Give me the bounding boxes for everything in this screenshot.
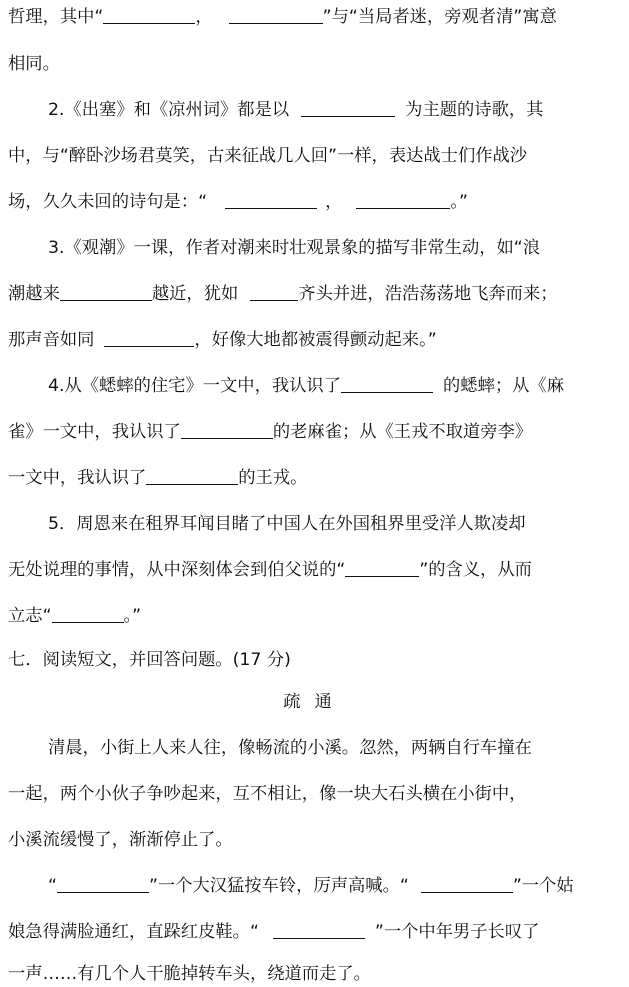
answer-blank[interactable] bbox=[103, 5, 195, 24]
text-line: 潮越来 越近，犹如 齐头并进，浩浩荡荡地飞奔而来； bbox=[8, 284, 558, 304]
answer-blank[interactable] bbox=[146, 466, 238, 485]
question-5: 5．周恩来在租界耳闻目睹了中国人在外国租界里受洋人欺凌却 bbox=[48, 514, 526, 534]
passage-line: 一声……有几个人干脆掉转车头，绕道而走了。 bbox=[8, 964, 371, 984]
passage-line: “ ”一个大汉猛按车铃，厉声高喊。“ ”一个姑 bbox=[48, 876, 574, 896]
passage-line: 小溪流缓慢了，渐渐停止了。 bbox=[8, 830, 233, 850]
answer-blank[interactable] bbox=[345, 558, 419, 577]
passage-line: 一起，两个小伙子争吵起来，互不相让，像一块大石头横在小街中， bbox=[8, 784, 527, 804]
question-2: 2.《出塞》和《凉州词》都是以 为主题的诗歌，其 bbox=[48, 100, 544, 120]
text-line: 哲理，其中“ ， ”与“当局者迷，旁观者清”寓意 bbox=[8, 7, 557, 27]
question-4: 4.从《蟋蟀的住宅》一文中，我认识了 的蟋蟀；从《麻 bbox=[48, 376, 564, 396]
answer-blank[interactable] bbox=[52, 604, 124, 623]
passage-line: 娘急得满脸通红，直跺红皮鞋。“ ”一个中年男子长叹了 bbox=[8, 922, 540, 942]
text-line: 那声音如同 ，好像大地都被震得颤动起来。” bbox=[8, 330, 437, 350]
passage-title: 疏通 bbox=[283, 692, 346, 712]
answer-blank[interactable] bbox=[225, 190, 317, 209]
text-line: 立志“ 。” bbox=[8, 606, 142, 626]
answer-blank[interactable] bbox=[273, 920, 365, 939]
question-3: 3.《观潮》一课，作者对潮来时壮观景象的描写非常生动，如“浪 bbox=[48, 238, 541, 258]
answer-blank[interactable] bbox=[60, 282, 152, 301]
text-line: 相同。 bbox=[8, 54, 60, 74]
answer-blank[interactable] bbox=[341, 374, 433, 393]
text-line: 中，与“醉卧沙场君莫笑，古来征战几人回”一样，表达战士们作战沙 bbox=[8, 146, 528, 166]
answer-blank[interactable] bbox=[301, 98, 395, 117]
text-line: 无处说理的事情，从中深刻体会到伯父说的“ ”的含义，从而 bbox=[8, 560, 532, 580]
answer-blank[interactable] bbox=[181, 420, 273, 439]
answer-blank[interactable] bbox=[250, 282, 298, 301]
answer-blank[interactable] bbox=[57, 874, 149, 893]
section-heading: 七．阅读短文，并回答问题。(17 分) bbox=[8, 650, 291, 670]
answer-blank[interactable] bbox=[104, 328, 194, 347]
text-line: 一文中，我认识了 的王戎。 bbox=[8, 468, 308, 488]
answer-blank[interactable] bbox=[421, 874, 513, 893]
answer-blank[interactable] bbox=[356, 190, 450, 209]
text-line: 场，久久未回的诗句是：“ ， 。” bbox=[8, 192, 468, 212]
answer-blank[interactable] bbox=[229, 5, 323, 24]
text-line: 雀》一文中，我认识了 的老麻雀；从《王戎不取道旁李》 bbox=[8, 422, 533, 442]
passage-line: 清晨，小街上人来人往，像畅流的小溪。忽然，两辆自行车撞在 bbox=[48, 738, 532, 758]
